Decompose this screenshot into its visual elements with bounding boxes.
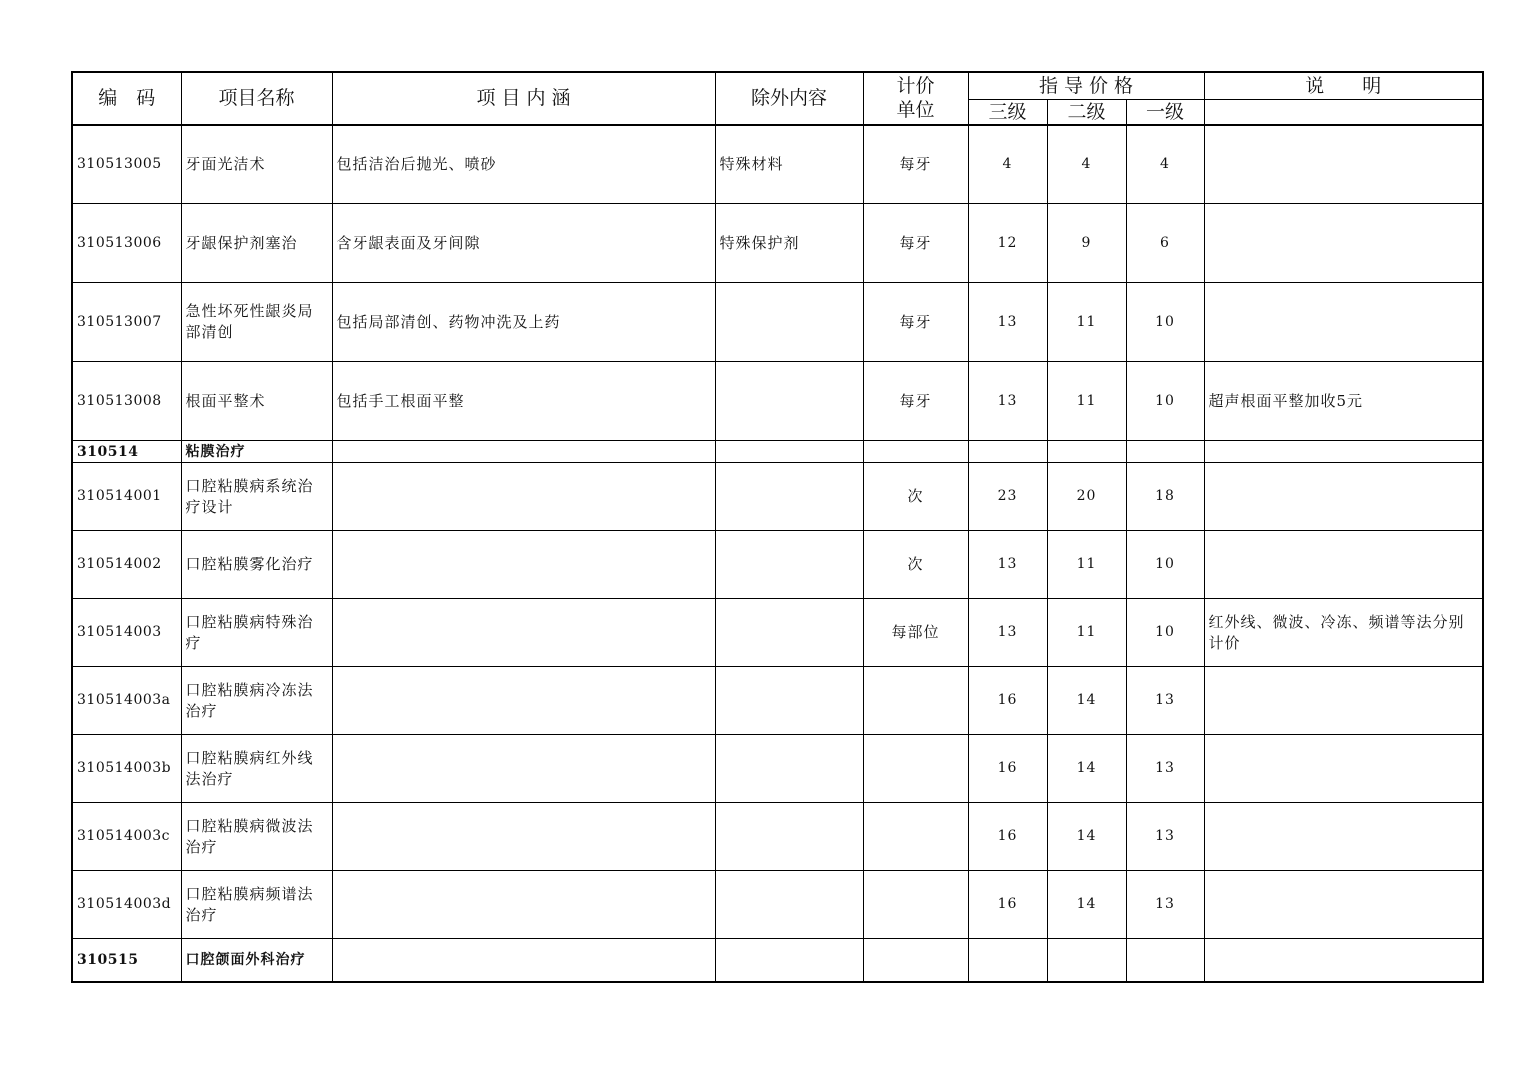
row-code: 310513005 (72, 125, 181, 204)
row-code: 310513008 (72, 362, 181, 441)
row-content: 包括手工根面平整 (332, 362, 715, 441)
row-price-level3: 4 (968, 125, 1047, 204)
row-note (1204, 871, 1483, 939)
row-content (332, 667, 715, 735)
row-note (1204, 735, 1483, 803)
row-content (332, 599, 715, 667)
row-price-level2: 4 (1047, 125, 1126, 204)
row-content (332, 735, 715, 803)
row-exclusion (715, 362, 863, 441)
row-price-level2: 20 (1047, 463, 1126, 531)
row-price-level1: 10 (1126, 362, 1204, 441)
header-content: 项 目 内 涵 (332, 72, 715, 125)
header-price-group: 指 导 价 格 (968, 72, 1204, 99)
row-code: 310514003 (72, 599, 181, 667)
row-exclusion (715, 871, 863, 939)
row-price-level1: 18 (1126, 463, 1204, 531)
row-price-level2: 9 (1047, 204, 1126, 283)
row-unit: 每牙 (863, 125, 968, 204)
row-exclusion (715, 803, 863, 871)
row-exclusion (715, 531, 863, 599)
row-note (1204, 204, 1483, 283)
table-row (72, 441, 1483, 463)
table-row (72, 362, 1483, 441)
header-unit-line2: 单位 (896, 99, 935, 122)
row-name: 牙龈保护剂塞治 (181, 204, 332, 283)
row-price-level3 (968, 441, 1047, 463)
price-table (71, 71, 1484, 983)
header-code: 编 码 (72, 72, 181, 125)
row-code: 310515 (72, 939, 181, 982)
row-price-level2: 14 (1047, 803, 1126, 871)
table-row (72, 803, 1483, 871)
header-note-blank (1204, 99, 1483, 125)
row-price-level3: 16 (968, 803, 1047, 871)
row-exclusion: 特殊保护剂 (715, 204, 863, 283)
row-price-level2: 14 (1047, 735, 1126, 803)
row-price-level3: 13 (968, 599, 1047, 667)
row-exclusion (715, 599, 863, 667)
table-body (72, 125, 1483, 982)
row-note (1204, 463, 1483, 531)
row-price-level1: 13 (1126, 803, 1204, 871)
row-price-level1: 10 (1126, 283, 1204, 362)
row-name: 牙面光洁术 (181, 125, 332, 204)
row-note (1204, 531, 1483, 599)
table-row (72, 531, 1483, 599)
row-name: 口腔颌面外科治疗 (181, 939, 332, 982)
row-note (1204, 125, 1483, 204)
row-content: 含牙龈表面及牙间隙 (332, 204, 715, 283)
row-price-level2: 11 (1047, 362, 1126, 441)
row-content (332, 803, 715, 871)
row-content: 包括局部清创、药物冲洗及上药 (332, 283, 715, 362)
row-exclusion (715, 283, 863, 362)
row-content: 包括洁治后抛光、喷砂 (332, 125, 715, 204)
row-name: 口腔粘膜病系统治疗设计 (181, 463, 332, 531)
row-unit (863, 939, 968, 982)
row-code: 310513006 (72, 204, 181, 283)
row-price-level3: 16 (968, 667, 1047, 735)
row-price-level3: 12 (968, 204, 1047, 283)
header-exclusion: 除外内容 (715, 72, 863, 125)
row-price-level2: 11 (1047, 531, 1126, 599)
row-exclusion (715, 939, 863, 982)
row-note (1204, 667, 1483, 735)
row-price-level3: 16 (968, 871, 1047, 939)
row-name: 根面平整术 (181, 362, 332, 441)
row-price-level1 (1126, 441, 1204, 463)
row-price-level2: 14 (1047, 667, 1126, 735)
row-price-level3 (968, 939, 1047, 982)
row-exclusion (715, 463, 863, 531)
row-unit: 每牙 (863, 283, 968, 362)
header-unit (863, 72, 968, 125)
row-content (332, 871, 715, 939)
row-code: 310514002 (72, 531, 181, 599)
row-exclusion (715, 735, 863, 803)
table-row (72, 667, 1483, 735)
row-note (1204, 441, 1483, 463)
row-note: 超声根面平整加收5元 (1204, 362, 1483, 441)
table-row (72, 599, 1483, 667)
row-code: 310514003c (72, 803, 181, 871)
row-price-level1: 6 (1126, 204, 1204, 283)
row-price-level3: 16 (968, 735, 1047, 803)
table-row (72, 939, 1483, 982)
row-note: 红外线、微波、冷冻、频谱等法分别计价 (1204, 599, 1483, 667)
row-name: 口腔粘膜病微波法治疗 (181, 803, 332, 871)
row-unit: 每牙 (863, 362, 968, 441)
row-unit: 次 (863, 463, 968, 531)
row-name: 口腔粘膜病特殊治疗 (181, 599, 332, 667)
row-price-level1: 10 (1126, 531, 1204, 599)
row-price-level1: 10 (1126, 599, 1204, 667)
table-row (72, 125, 1483, 204)
row-price-level1: 4 (1126, 125, 1204, 204)
table-row (72, 463, 1483, 531)
row-note (1204, 803, 1483, 871)
row-price-level1: 13 (1126, 735, 1204, 803)
row-code: 310514 (72, 441, 181, 463)
header-unit-line1: 计价 (896, 75, 935, 98)
row-exclusion (715, 441, 863, 463)
row-exclusion (715, 667, 863, 735)
row-name: 口腔粘膜病红外线法治疗 (181, 735, 332, 803)
row-name: 口腔粘膜雾化治疗 (181, 531, 332, 599)
row-note (1204, 939, 1483, 982)
header-note: 说 明 (1204, 72, 1483, 99)
row-name: 口腔粘膜病频谱法治疗 (181, 871, 332, 939)
row-unit (863, 667, 968, 735)
row-price-level2: 11 (1047, 283, 1126, 362)
row-code: 310514003b (72, 735, 181, 803)
row-content (332, 441, 715, 463)
header-level3: 三级 (968, 99, 1047, 125)
row-price-level2: 11 (1047, 599, 1126, 667)
table-row (72, 204, 1483, 283)
row-price-level3: 13 (968, 283, 1047, 362)
row-code: 310513007 (72, 283, 181, 362)
row-price-level2 (1047, 939, 1126, 982)
row-price-level1 (1126, 939, 1204, 982)
header-level1: 一级 (1126, 99, 1204, 125)
row-price-level2 (1047, 441, 1126, 463)
row-name: 粘膜治疗 (181, 441, 332, 463)
row-unit (863, 441, 968, 463)
row-price-level1: 13 (1126, 871, 1204, 939)
row-content (332, 531, 715, 599)
row-content (332, 939, 715, 982)
row-price-level1: 13 (1126, 667, 1204, 735)
row-exclusion: 特殊材料 (715, 125, 863, 204)
row-note (1204, 283, 1483, 362)
row-unit: 每部位 (863, 599, 968, 667)
header-name: 项目名称 (181, 72, 332, 125)
row-code: 310514003a (72, 667, 181, 735)
row-price-level3: 13 (968, 531, 1047, 599)
row-code: 310514001 (72, 463, 181, 531)
row-price-level2: 14 (1047, 871, 1126, 939)
row-price-level3: 13 (968, 362, 1047, 441)
row-unit (863, 803, 968, 871)
row-unit: 每牙 (863, 204, 968, 283)
table-row (72, 871, 1483, 939)
row-content (332, 463, 715, 531)
table-row (72, 283, 1483, 362)
table-row (72, 735, 1483, 803)
row-unit (863, 735, 968, 803)
row-unit: 次 (863, 531, 968, 599)
row-unit (863, 871, 968, 939)
row-price-level3: 23 (968, 463, 1047, 531)
header-level2: 二级 (1047, 99, 1126, 125)
row-name: 急性坏死性龈炎局部清创 (181, 283, 332, 362)
row-name: 口腔粘膜病冷冻法治疗 (181, 667, 332, 735)
table-header (72, 72, 1483, 125)
row-code: 310514003d (72, 871, 181, 939)
